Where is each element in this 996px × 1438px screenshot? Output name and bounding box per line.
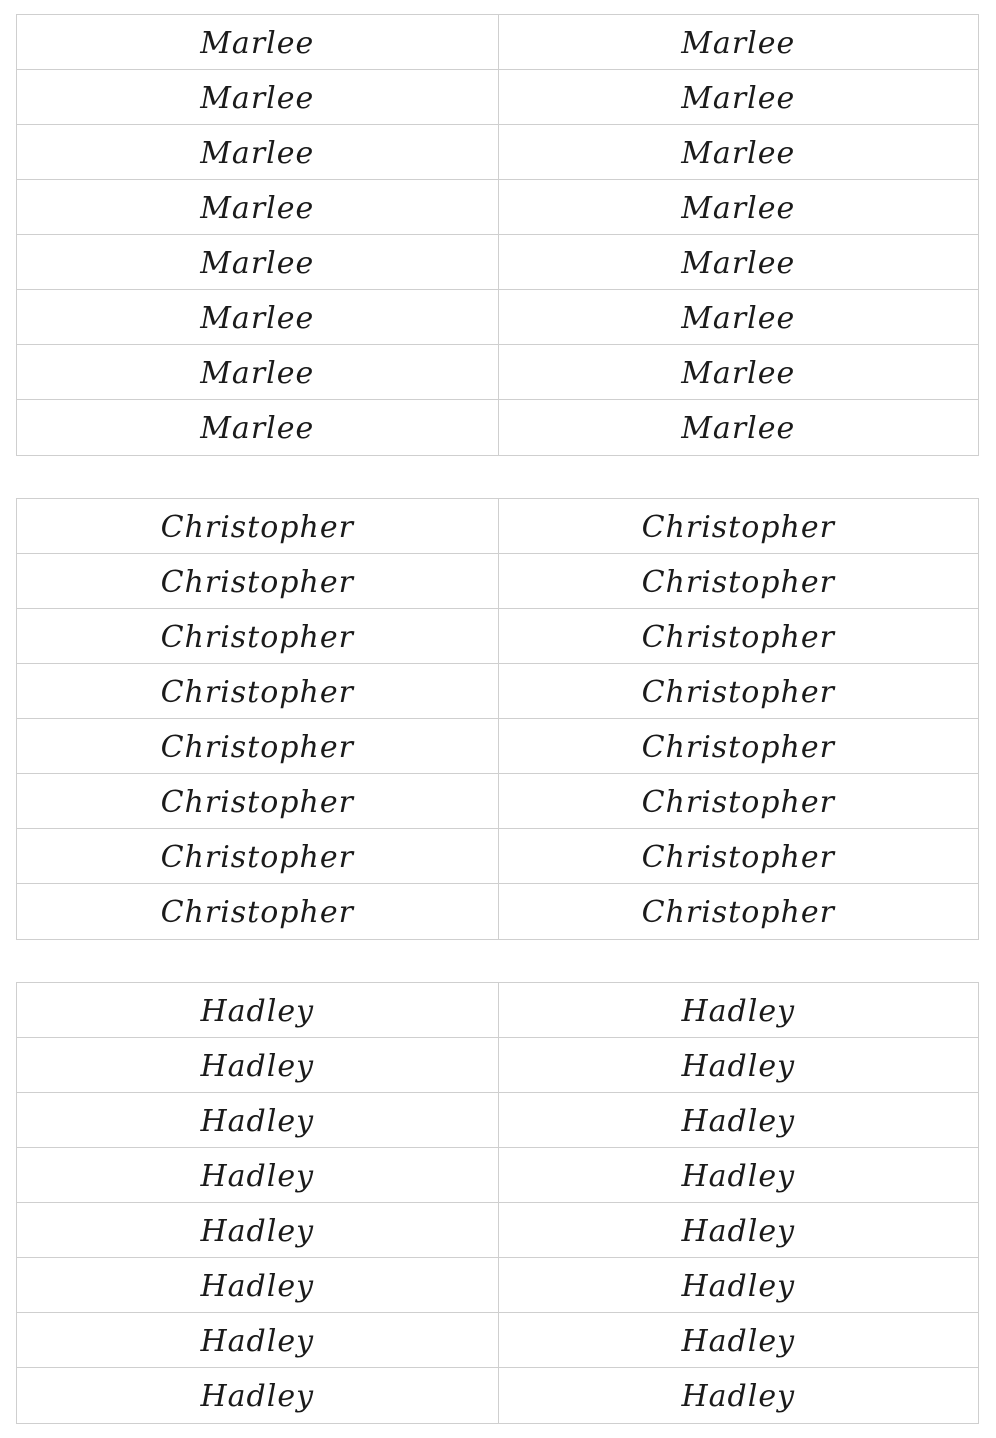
label-row [17, 1368, 978, 1423]
name-label: Hadley [200, 1048, 315, 1084]
name-label: Marlee [200, 190, 315, 226]
name-label: Marlee [498, 70, 979, 124]
label-row [17, 1093, 978, 1148]
name-label: Hadley [498, 1038, 979, 1092]
name-label: Marlee [200, 135, 315, 171]
name-label: Christopher [498, 609, 979, 663]
name-label: Hadley [498, 1258, 979, 1312]
label-row [17, 1038, 978, 1093]
label-row [17, 400, 978, 455]
name-label: Christopher [160, 564, 354, 600]
name-label: Christopher [498, 884, 979, 939]
name-label: Marlee [200, 355, 315, 391]
name-label: Marlee [200, 80, 315, 116]
name-label: Christopher [160, 895, 354, 930]
label-row [17, 1258, 978, 1313]
label-row [17, 1313, 978, 1368]
label-row [17, 554, 978, 609]
name-label-sheet-1 [16, 14, 979, 456]
label-row [17, 983, 978, 1038]
label-row [17, 125, 978, 180]
name-label: Marlee [498, 15, 979, 69]
name-label: Christopher [160, 619, 354, 655]
name-label: Marlee [200, 245, 315, 281]
name-label-sheet-3 [16, 982, 979, 1424]
name-label: Hadley [200, 1213, 315, 1249]
name-label: Hadley [200, 1103, 315, 1139]
name-label: Christopher [160, 509, 354, 545]
name-label: Marlee [498, 345, 979, 399]
name-label: Hadley [200, 993, 315, 1029]
name-label: Marlee [498, 180, 979, 234]
name-label-sheet-2 [16, 498, 979, 940]
label-row [17, 15, 978, 70]
name-label: Hadley [200, 1323, 315, 1359]
name-label: Hadley [498, 983, 979, 1037]
label-row [17, 499, 978, 554]
name-label: Hadley [498, 1093, 979, 1147]
name-label: Christopher [498, 774, 979, 828]
label-row [17, 609, 978, 664]
label-row [17, 829, 978, 884]
name-label: Christopher [160, 784, 354, 820]
name-label: Christopher [160, 674, 354, 710]
name-label: Christopher [498, 499, 979, 553]
name-label: Christopher [160, 839, 354, 875]
label-row [17, 1148, 978, 1203]
name-label: Christopher [498, 664, 979, 718]
label-row [17, 235, 978, 290]
label-row [17, 719, 978, 774]
name-label: Marlee [498, 400, 979, 455]
label-row [17, 70, 978, 125]
name-label: Hadley [498, 1368, 979, 1423]
label-row [17, 664, 978, 719]
name-label: Marlee [200, 300, 315, 336]
name-label: Christopher [160, 729, 354, 765]
label-row [17, 290, 978, 345]
name-label: Christopher [498, 719, 979, 773]
name-label: Hadley [200, 1158, 315, 1194]
name-label: Christopher [498, 829, 979, 883]
name-label: Marlee [200, 411, 315, 446]
name-label: Marlee [498, 235, 979, 289]
name-label: Marlee [200, 25, 315, 61]
name-label: Marlee [498, 290, 979, 344]
label-row [17, 345, 978, 400]
label-row [17, 884, 978, 939]
name-label: Hadley [200, 1268, 315, 1304]
name-label: Hadley [200, 1379, 315, 1414]
label-row [17, 1203, 978, 1258]
name-label: Marlee [498, 125, 979, 179]
name-label: Hadley [498, 1148, 979, 1202]
name-label: Hadley [498, 1313, 979, 1367]
name-label: Hadley [498, 1203, 979, 1257]
label-row [17, 774, 978, 829]
name-label: Christopher [498, 554, 979, 608]
label-row [17, 180, 978, 235]
